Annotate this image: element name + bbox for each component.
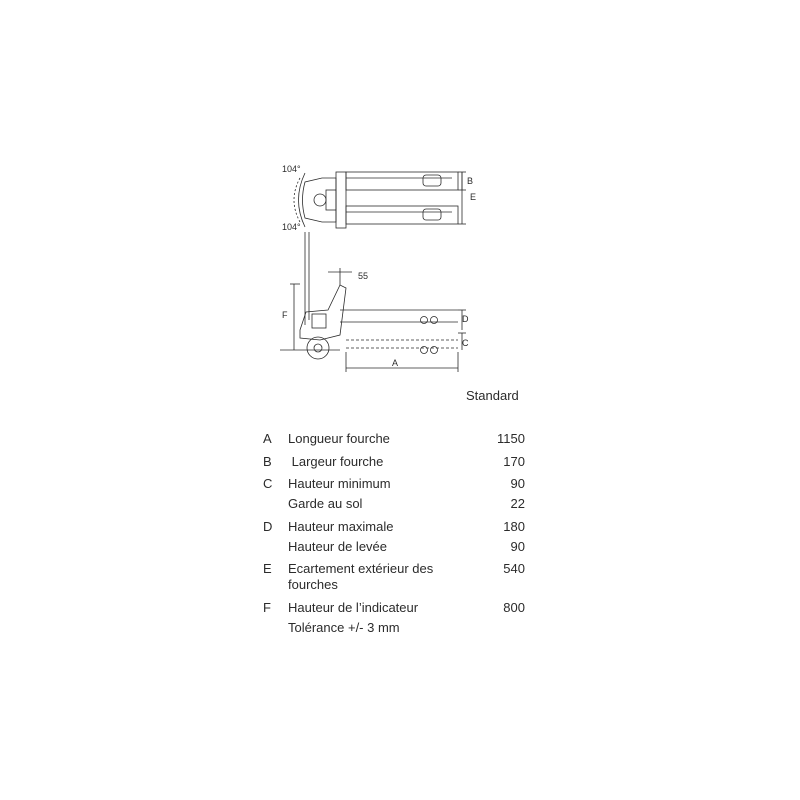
label-d: D <box>462 314 469 324</box>
spec-desc: Hauteur minimum <box>288 476 391 492</box>
spec-row <box>263 519 525 535</box>
spec-value: 90 <box>510 538 525 554</box>
spec-row <box>263 496 525 512</box>
spec-desc: Hauteur de l’indicateur <box>288 599 419 615</box>
spec-code: D <box>263 518 273 534</box>
spec-value: 180 <box>503 518 525 534</box>
spec-value: 90 <box>510 476 525 492</box>
angle-bottom-label: 104° <box>282 222 301 232</box>
spec-desc: Hauteur maximale <box>288 518 394 534</box>
spec-value: 22 <box>510 496 525 512</box>
spec-row <box>263 476 525 492</box>
spec-row <box>263 539 525 555</box>
top-view <box>294 172 466 228</box>
spec-table <box>263 431 525 643</box>
spec-header: Standard <box>466 388 519 403</box>
spec-desc: Longueur fourche <box>288 431 390 446</box>
spec-row <box>263 561 525 593</box>
spec-value: 800 <box>503 599 525 615</box>
spec-desc: Hauteur de levée <box>288 538 388 554</box>
spec-code: C <box>263 476 273 492</box>
spec-row <box>263 454 525 470</box>
spec-code: F <box>263 599 271 615</box>
label-c: C <box>462 338 469 348</box>
label-e: E <box>470 192 477 202</box>
pallet-truck-drawing <box>270 150 490 380</box>
label-55: 55 <box>358 271 369 281</box>
spec-row <box>263 620 525 636</box>
spec-code: B <box>263 453 272 469</box>
spec-value: 1150 <box>497 431 525 446</box>
spec-value: 540 <box>503 561 525 577</box>
label-a: A <box>392 358 399 368</box>
spec-desc: Tolérance +/- 3 mm <box>288 619 400 635</box>
spec-value: 170 <box>503 453 525 469</box>
side-view <box>280 232 466 372</box>
spec-desc: Garde au sol <box>288 496 363 512</box>
label-b: B <box>467 176 474 186</box>
spec-desc: Ecartement extérieur des fourches <box>288 561 434 593</box>
spec-desc: Largeur fourche <box>288 453 384 469</box>
spec-code: A <box>263 431 272 446</box>
angle-top-label: 104° <box>282 164 301 174</box>
spec-row <box>263 600 525 616</box>
label-f: F <box>282 310 288 320</box>
spec-code: E <box>263 561 272 577</box>
spec-row <box>263 431 525 447</box>
